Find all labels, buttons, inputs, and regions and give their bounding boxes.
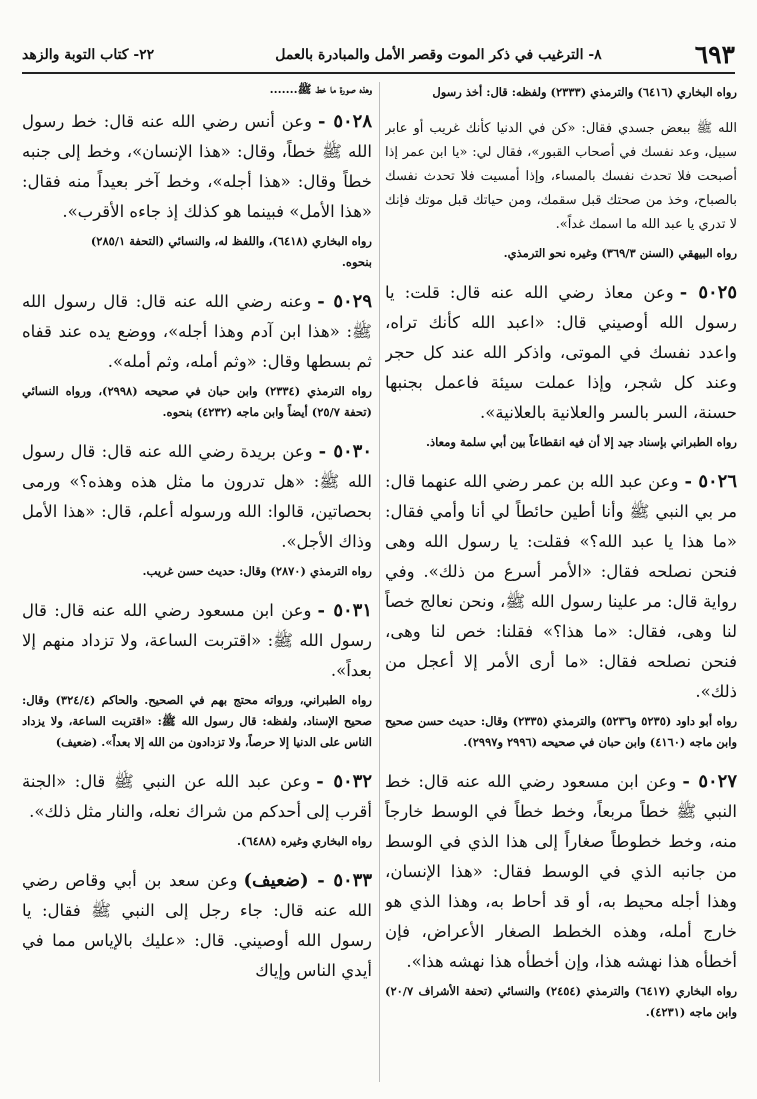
hadith-text: وعن معاذ رضي الله عنه قال: قلت: يا رسول الله أوصيني قال: «اعبد الله كأنك تراه، واعدد نفسك في الموتى، واذكر الله عند كل حجر وعند كل شجر، وإذا عملت سيئة فاعمل بجنبها حسنة، السر بالسر والعلانية بالعلانية». [385, 283, 737, 422]
intro-source: رواه البخاري (٦٤١٦) والترمذي (٢٣٣٣) ولفظه: قال: أخذ رسول [432, 85, 737, 99]
hadith-source: رواه أبو داود (٥٢٣٥ و٥٢٣٦) والترمذي (٢٣٣٥) وقال: حديث حسن صحيح وابن ماجه (٤١٦٠) وابن حبان في صحيحه (٢٩٩٦ و٢٩٩٧). [385, 714, 737, 749]
hadith-source: رواه الترمذي (٢٣٣٤) وابن حبان في صحيحه (٢٩٩٨)، ورواه النسائي (تحفة ٢٥/٧) أيضاً وابن ماجه (٤٢٣٢) بنحوه. [22, 384, 372, 419]
hadith-text: وعن ابن مسعود رضي الله عنه قال: خط النبي ﷺ خطاً مربعاً، وخط خطاً في الوسط خارجاً منه، وخط خطوطاً صغاراً إلى هذا الذي في الوسط من جانبه الذي في الوسط فقال: «هذا الإنسان، وهذا أجله محيط به، أو قد أحاط به، وهذا الذي هو خارج أمله، وهذه الخطط الصغار الأعراض، فإن أخطأه هذا نهشه هذا، وإن أخطأه هذا نهشه هذا». [385, 772, 737, 971]
hadith-source: رواه الطبراني بإسناد جيد إلا أن فيه انقطاعاً بين أبي سلمة ومعاذ. [426, 435, 737, 449]
chapter-title: ٨- الترغيب في ذكر الموت وقصر الأمل والمبادرة بالعمل [275, 47, 602, 63]
hadith-source: رواه البخاري (٦٤١٨)، واللفظ له، والنسائي (التحفة ٢٨٥/١) [90, 234, 372, 248]
hadith-5026 [385, 467, 737, 707]
hadith-5030 [22, 437, 372, 557]
hadith-number: ٥٠٣٣ - (ضعيف) [243, 870, 372, 891]
hadith-number: ٥٠٢٩ - [317, 291, 372, 312]
hadith-text: وعنه رضي الله عنه قال: قال رسول الله ﷺ: «هذا ابن آدم وهذا أجله»، ووضع يده عند قفاه ثم بسطها وقال: «وثم أمله، وثم أمله». [22, 292, 372, 371]
hadith-text: وعن بريدة رضي الله عنه قال: قال رسول الله ﷺ: «هل تدرون ما مثل هذه وهذه؟» ورمى بحصاتين، قالوا: الله ورسوله أعلم، قال: «هذا الأمل وذاك الأجل». [22, 442, 372, 551]
intro-text: الله ﷺ ببعض جسدي فقال: «كن في الدنيا كأنك غريب أو عابر سبيل، وعد نفسك في أصحاب القبور»، فقال لي: «يا ابن عمر إذا أصبحت فلا تحدث نفسك بالمساء، وإذا أمسيت فلا تحدث نفسك بالصباح، وخذ من صحتك قبل سقمك، ومن حياتك قبل موتك فإنك لا تدري يا عبد الله ما اسمك غداً». [385, 121, 737, 232]
hadith-number: ٥٠٢٨ - [318, 111, 372, 132]
hadith-5029 [22, 287, 372, 377]
hadith-source: رواه البخاري وغيره (٦٤٨٨). [236, 834, 372, 848]
hadith-source: رواه الطبراني، ورواته محتج بهم في الصحيح. والحاكم (٣٢٤/٤) وقال: صحيح الإسناد، ولفظه: قال رسول الله ﷺ: «اقتربت الساعة، ولا يزداد الناس على الدنيا إلا حرصاً، ولا تزدادون من الله إلا بعداً». (ضعيف) [22, 693, 372, 749]
hadith-number: ٥٠٢٥ - [679, 282, 737, 303]
hadith-number: ٥٠٣١ - [317, 600, 372, 621]
right-column [385, 82, 737, 1082]
hadith-number: ٥٠٢٧ - [682, 771, 737, 792]
hadith-number: ٥٠٣٢ - [316, 771, 372, 792]
hadith-text: وعن ابن مسعود رضي الله عنه قال: قال رسول الله ﷺ: «اقتربت الساعة، ولا تزداد منهم إلا بعداً». [22, 601, 372, 680]
hadith-text: وعن أنس رضي الله عنه قال: خط رسول الله ﷺ خطاً، وقال: «هذا الإنسان»، وخط إلى جنبه خطاً وقال: «هذا أجله»، وخط آخر بعيداً منه فقال: «هذا الأمل» فبينما هو كذلك إذ جاءه الأقرب». [22, 112, 372, 221]
left-column [22, 82, 372, 1082]
hadith-5033 [22, 866, 372, 986]
hadith-5025 [385, 278, 737, 428]
header-rule [22, 72, 735, 74]
hadith-text: وعن سعد بن أبي وقاص رضي الله عنه قال: جاء رجل إلى النبي ﷺ فقال: يا رسول الله أوصيني. قال: «عليك بالإياس مما في أيدي الناس وإياك [22, 871, 372, 980]
figure-note: وهذه صورة ما خط ﷺ....... [269, 82, 372, 96]
hadith-5028 [22, 107, 372, 227]
page-number: ٦٩٣ [694, 40, 735, 69]
hadith-number: ٥٠٣٠ - [318, 441, 372, 462]
hadith-text: وعن عبد الله بن عمر رضي الله عنهما قال: مر بي النبي ﷺ وأنا أطين حائطاً لي أنا وأمي فقال: «ما هذا يا عبد الله؟» فقلت: يا رسول الله وهى فنحن نصلحه فقال: «الأمر أسرع من ذلك». وفي رواية قال: مر علينا رسول الله ﷺ، ونحن نعالج خصاً لنا وهى، فقال: «ما هذا؟» فقلنا: خص لنا وهى، فنحن نصلحه فقال: «ما أرى الأمر إلا أعجل من ذلك». [385, 472, 737, 701]
hadith-source: رواه البخاري (٦٤١٧) والترمذي (٢٤٥٤) والنسائي (تحفة الأشراف ٢٠/٧) وابن ماجه (٤٢٣١). [385, 984, 737, 1019]
hadith-5032 [22, 767, 372, 827]
hadith-text: وعن عبد الله عن النبي ﷺ قال: «الجنة أقرب إلى أحدكم من شراك نعله، والنار مثل ذلك». [22, 772, 372, 821]
page-header [22, 40, 735, 70]
hadith-5027 [385, 767, 737, 977]
hadith-5031 [22, 596, 372, 686]
intro-note: رواه البيهقي (السنن ٣٦٩/٣) وغيره نحو الترمذي. [503, 246, 737, 260]
hadith-source: رواه الترمذي (٢٨٧٠) وقال: حديث حسن غريب. [142, 564, 372, 578]
column-separator [379, 82, 380, 1082]
book-title: ٢٢- كتاب التوبة والزهد [22, 47, 155, 63]
hadith-source-cont: بنحوه. [341, 255, 372, 269]
hadith-number: ٥٠٢٦ - [684, 471, 737, 492]
